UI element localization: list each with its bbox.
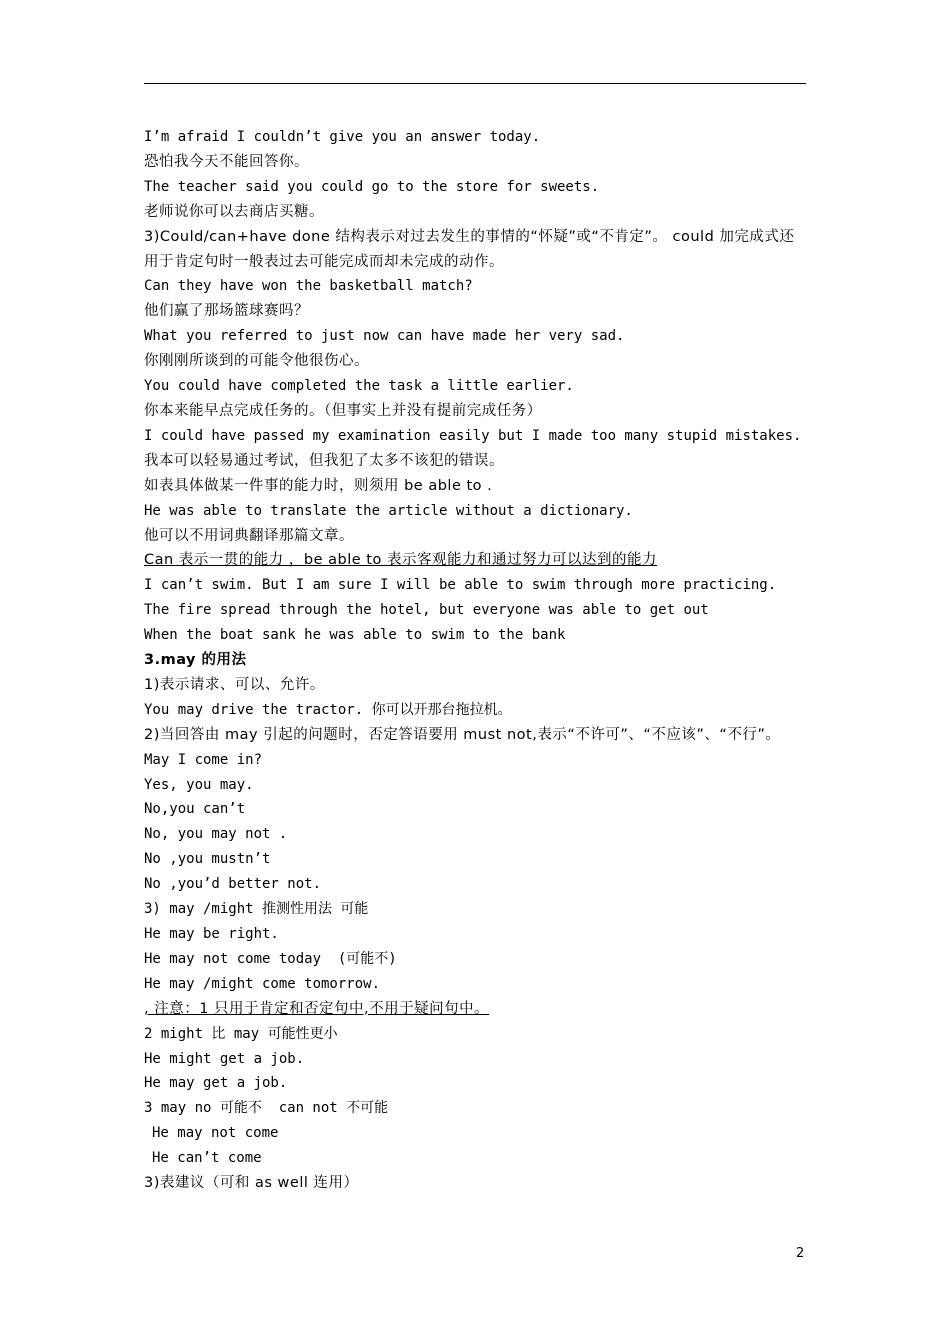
text-line-content: The fire spread through the hotel, but everyone was able to get out [144,602,709,619]
page-content [144,125,808,1196]
text-line [144,773,808,798]
text-line-content: 2 might 比 may 可能性更小 [144,1025,338,1042]
text-line [144,573,808,598]
header-rule [144,83,806,84]
text-line [144,723,808,748]
text-line [144,872,808,897]
text-line [144,1096,808,1121]
text-line [144,797,808,822]
text-line-content: No ,you mustn’t [144,851,271,868]
text-line-content: He was able to translate the article without a dictionary. [144,502,633,519]
text-line [144,623,808,648]
text-line-content: You could have completed the task a little earlier. [144,378,574,395]
text-line-content: 老师说你可以去商店买糖。 [144,203,324,220]
text-line [144,1121,808,1146]
text-line [144,1146,808,1171]
text-line-content: 3) may /might 推测性用法 可能 [144,901,369,918]
text-line [144,598,808,623]
text-line-content: No, you may not . [144,826,288,843]
text-line-content: 他可以不用词典翻译那篇文章。 [144,527,354,544]
text-line-content: , 注意：1 只用于肯定和否定句中,不用于疑问句中。 [144,1000,490,1017]
text-line-content: 1)表示请求、可以、允许。 [144,676,325,693]
text-line-content: When the boat sank he was able to swim to the bank [144,627,566,644]
text-line-content: The teacher said you could go to the store for sweets. [144,178,600,195]
text-line [144,748,808,773]
text-line-content: 2)当回答由 may 引起的问题时，否定答语要用 must not,表示“不许可”、“不应该”、“不行”。 [144,726,781,743]
text-line [144,972,808,997]
text-line-content: 你刚刚所谈到的可能令他很伤心。 [144,353,369,370]
text-line [144,125,808,150]
text-line-content: I could have passed my examination easily but I made too many stupid mistakes. [144,427,802,444]
text-line [144,673,808,698]
text-line-content: Yes, you may. [144,776,254,793]
text-line [144,548,808,573]
text-line-content: He may not come [152,1125,279,1142]
text-line [144,698,808,723]
text-line [144,524,808,549]
text-line-content: 我本可以轻易通过考试，但我犯了太多不该犯的错误。 [144,452,504,469]
text-line [144,499,808,524]
text-line [144,399,808,424]
text-line-content: 如表具体做某一件事的能力时，则须用 be able to . [144,477,493,494]
text-line-content: 3)Could/can+have done 结构表示对过去发生的事情的“怀疑”或“不肯定”。 could 加完成式还用于肯定句时一般表过去可能完成而却未完成的动作。 [144,228,795,270]
text-line-content: Can they have won the basketball match? [144,278,473,295]
text-line-content: He may be right. [144,926,279,942]
text-line-content: You may drive the tractor. 你可以开那台拖拉机。 [144,701,512,718]
text-line [144,175,808,200]
text-line [144,947,808,972]
text-line [144,822,808,847]
text-line [144,200,808,225]
text-line-content: 你本来能早点完成任务的。（但事实上并没有提前完成任务） [144,402,542,419]
section-heading [144,648,808,673]
text-line-content: May I come in? [144,751,263,768]
text-line [144,424,808,449]
text-line [144,299,808,324]
text-line-content: I can’t swim. But I am sure I will be able to swim through more practicing. [144,577,777,594]
text-line [144,374,808,399]
text-line-content: He can’t come [152,1150,262,1167]
text-line-content: 3.may 的用法 [144,652,247,669]
text-line [144,1022,808,1047]
page-number: 2 [796,1246,805,1261]
text-line-content: Can 表示一贯的能力 ，be able to 表示客观能力和通过努力可以达到的能力 [144,552,657,569]
text-line [144,847,808,872]
text-line-content: No ,you’d better not. [144,876,322,893]
text-line-content: 3)表建议（可和 as well 连用） [144,1175,359,1192]
text-line-content: He might get a job. [144,1050,305,1067]
text-line-content: 恐怕我今天不能回答你。 [144,153,309,170]
text-line [144,324,808,349]
text-line [144,150,808,175]
text-line [144,922,808,947]
text-line-content: What you referred to just now can have made her very sad. [144,328,625,345]
text-line-content: I’m afraid I couldn’t give you an answer today. [144,129,541,145]
text-line-content: 3 may no 可能不 can not 不可能 [144,1100,389,1117]
text-line-content: He may /might come tomorrow. [144,975,381,992]
text-line [144,1071,808,1096]
text-line [144,474,808,499]
text-line [144,449,808,474]
text-line [144,274,808,299]
text-line [144,1171,808,1196]
text-line [144,349,808,374]
text-line [144,225,808,275]
text-line [144,897,808,922]
text-line [144,1047,808,1072]
text-line-content: No,you can’t [144,801,246,818]
text-line-content: 他们赢了那场篮球赛吗？ [144,303,309,320]
text-line-content: He may not come today (可能不) [144,950,397,967]
text-line-content: He may get a job. [144,1075,288,1092]
text-line [144,997,808,1022]
